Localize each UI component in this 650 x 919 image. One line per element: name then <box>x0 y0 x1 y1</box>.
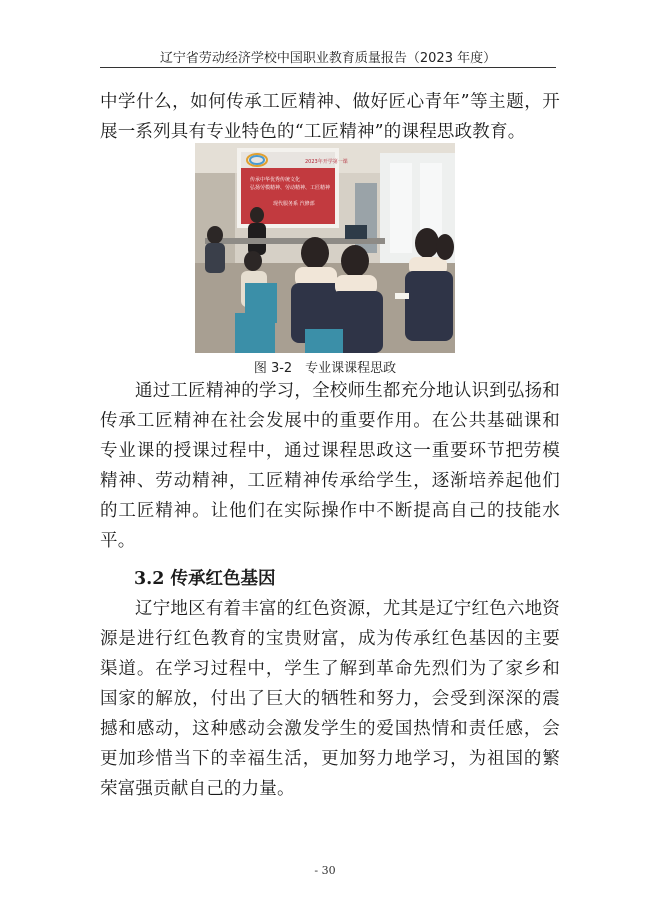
paragraph-3: 辽宁地区有着丰富的红色资源，尤其是辽宁红色六地资源是进行红色教育的宝贵财富，成为传承红色基因的主要渠道。在学习过程中，学生了解到革命先烈们为了家乡和国家的解放，付出了巨大的牺牲和努力，会受到深深的震撼和感动，这种感动会激发学生的爱国热情和责任感，会更加珍惜当下的幸福生活，更加努力地学习，为祖国的繁荣富强贡献自己的力量。 <box>100 599 560 799</box>
header-divider <box>100 67 556 68</box>
paragraph-2: 通过工匠精神的学习，全校师生都充分地认识到弘扬和传承工匠精神在社会发展中的重要作用。在公共基础课和专业课的授课过程中，通过课程思政这一重要环节把劳模精神、劳动精神，工匠精神传承给学生，逐渐培养起他们的工匠精神。让他们在实际操作中不断提高自己的技能水平。 <box>100 381 560 551</box>
classroom-photo <box>195 143 455 353</box>
screen-line-1-text: 传承中华优秀传统文化 <box>250 177 301 183</box>
figure-caption: 图 3-2 专业课课程思政 <box>253 361 397 376</box>
paragraph-1: 中学什么，如何传承工匠精神、做好匠心青年”等主题，开展一系列具有专业特色的“工匠精神”的课程思政教育。 <box>100 92 560 142</box>
classroom-photo-illustration <box>195 143 455 353</box>
page-number: - 30 <box>314 864 336 877</box>
screen-line-3-text: 现代服务系 汽修部 <box>273 201 315 207</box>
screen-line-2-text: 弘扬劳模精神、劳动精神、工匠精神 <box>250 185 331 191</box>
section-heading: 3.2 传承红色基因 <box>134 569 276 589</box>
running-header: 辽宁省劳动经济学校中国职业教育质量报告（2023 年度） <box>159 51 497 66</box>
screen-title-text: 2023年开学第一课 <box>305 159 348 165</box>
